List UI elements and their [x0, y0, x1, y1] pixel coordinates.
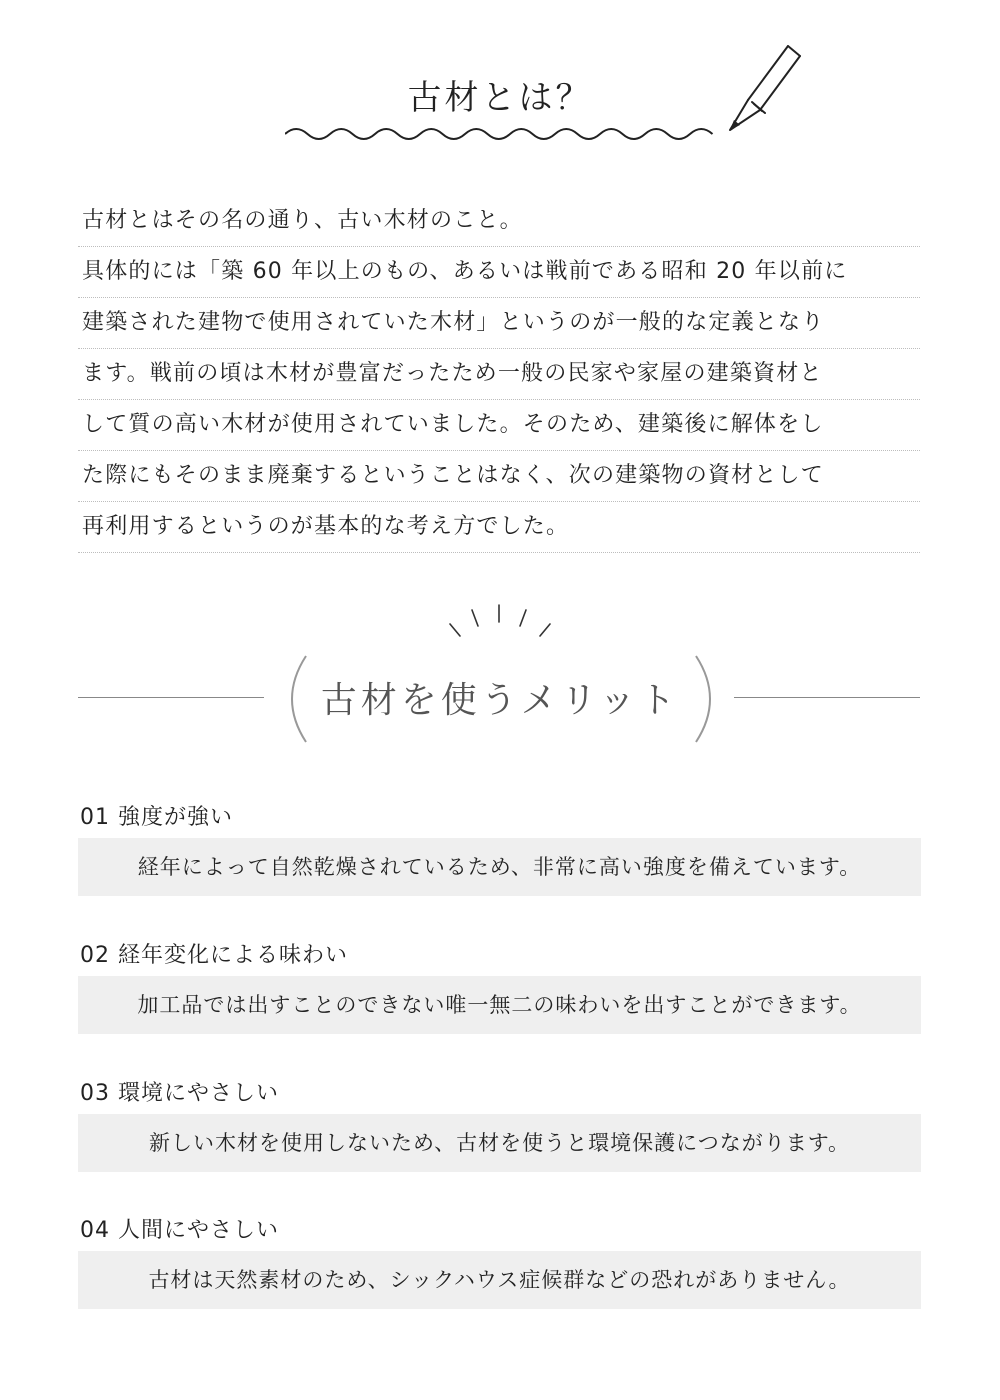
paragraph-line: ます。戦前の頃は木材が豊富だったため一般の民家や家屋の建築資材と	[78, 349, 920, 400]
sparkle-icon	[440, 600, 560, 645]
page-title: 古材とは？	[407, 78, 593, 118]
paragraph-line: 再利用するというのが基本的な考え方でした。	[78, 502, 920, 553]
merit-item	[78, 939, 921, 1034]
paragraph-line: して質の高い木材が使用されていました。そのため、建築後に解体をし	[78, 400, 920, 451]
paragraph-line: 具体的には「築 60 年以上のもの、あるいは戦前である昭和 20 年以前に	[78, 247, 920, 298]
merit-description: 新しい木材を使用しないため、古材を使うと環境保護につながります。	[78, 1114, 921, 1172]
merit-item	[78, 1077, 921, 1172]
merit-label: 04 人間にやさしい	[80, 1218, 279, 1243]
section-title: 古材を使うメリット	[320, 680, 680, 721]
merit-description: 加工品では出すことのできない唯一無二の味わいを出すことができます。	[78, 976, 921, 1034]
wave-divider	[285, 122, 715, 146]
pencil-icon	[716, 40, 806, 140]
divider-line-right	[734, 697, 920, 698]
merit-label: 01 強度が強い	[80, 805, 233, 830]
intro-paragraph	[78, 196, 920, 553]
divider-line-left	[78, 697, 264, 698]
paragraph-line: 建築された建物で使用されていた木材」というのが一般的な定義となり	[78, 298, 920, 349]
merit-item	[78, 801, 921, 896]
merit-description: 古材は天然素材のため、シックハウス症候群などの恐れがありません。	[78, 1251, 921, 1309]
paragraph-line: 古材とはその名の通り、古い木材のこと。	[78, 196, 920, 247]
merit-label: 02 経年変化による味わい	[80, 943, 348, 968]
merit-item	[78, 1214, 921, 1309]
merit-label: 03 環境にやさしい	[80, 1081, 279, 1106]
paragraph-line: た際にもそのまま廃棄するということはなく、次の建築物の資材として	[78, 451, 920, 502]
merit-description: 経年によって自然乾燥されているため、非常に高い強度を備えています。	[78, 838, 921, 896]
